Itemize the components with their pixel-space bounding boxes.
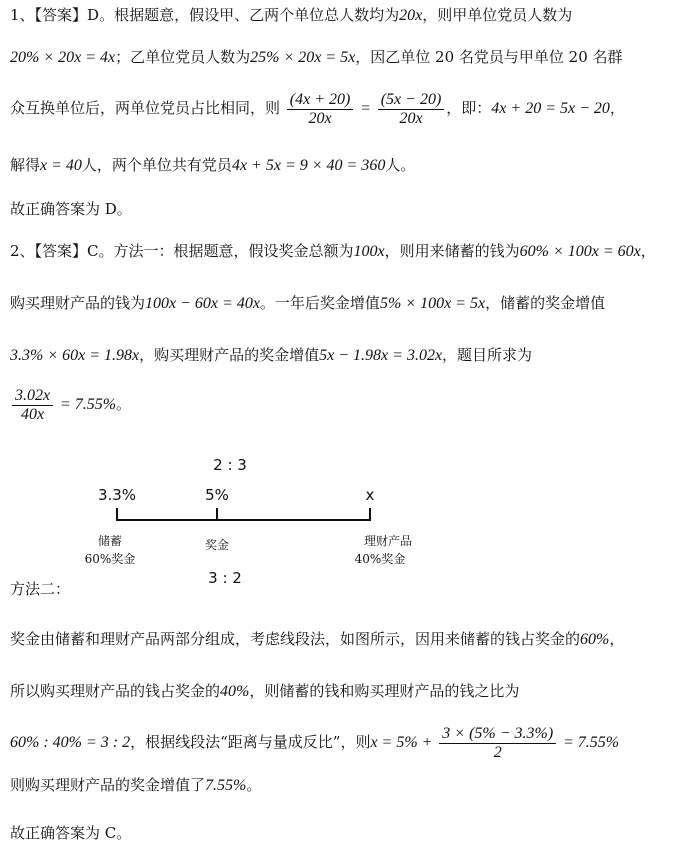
- formula: x = 5% +: [370, 734, 433, 751]
- formula: 5x − 1.98x = 3.02x: [319, 347, 443, 364]
- fraction-numerator: 3.02x: [12, 387, 53, 406]
- q2-line-8: [10, 774, 261, 797]
- q1-text: 1、【答案】D。根据题意，假设甲、乙两个单位总人数均为: [10, 6, 400, 24]
- fraction-denominator: 20x: [399, 109, 423, 127]
- q1-answer: 故正确答案为 D。: [10, 200, 132, 218]
- method-two-heading: 方法二：: [10, 580, 71, 598]
- q2-text: ，题目所求为: [442, 346, 533, 364]
- formula: 20x: [399, 7, 423, 24]
- q2-text: 奖金由储蓄和理财产品两部分组成，考虑线段法，如图所示，因用来储蓄的钱占奖金的: [10, 630, 581, 648]
- fraction-denominator: 40x: [21, 405, 45, 423]
- q2-answer: 故正确答案为 C。: [10, 824, 132, 842]
- q2-line-7: [10, 722, 619, 763]
- formula: 60% × 100x = 60x: [519, 243, 641, 260]
- top-ratio: 2 : 3: [213, 456, 247, 474]
- q1-text: ，: [609, 99, 625, 117]
- equals-sign: =: [360, 100, 371, 117]
- formula: 100x: [353, 243, 385, 260]
- q2-line-5: [10, 628, 624, 651]
- q1-text: 众互换单位后，两单位党员占比相同，则: [10, 99, 281, 117]
- right-label-share: 40%奖金: [354, 552, 406, 566]
- right-label-product: 理财产品: [363, 534, 413, 548]
- fraction-numerator: (4x + 20): [287, 91, 354, 110]
- formula: 3.3% × 60x = 1.98x: [10, 347, 140, 364]
- fraction-numerator: (5x − 20): [378, 91, 445, 110]
- formula: 7.55%: [205, 777, 247, 794]
- q2-text: 2、【答案】C。方法一：根据题意，假设奖金总额为: [10, 242, 354, 260]
- q2-text: ，购买理财产品的奖金增值: [139, 346, 320, 364]
- q2-text: ，储蓄的奖金增值: [485, 294, 606, 312]
- q2-text: 则购买理财产品的奖金增值了: [10, 776, 206, 794]
- q1-text: ，因乙单位 20 名党员与甲单位 20 名群: [355, 48, 623, 66]
- formula: 40%: [220, 683, 250, 700]
- formula: 20% × 20x = 4x: [10, 49, 116, 66]
- fraction-denominator: 20x: [308, 109, 332, 127]
- q2-line-6: [10, 680, 519, 703]
- q1-text: ；乙单位党员人数为: [115, 48, 251, 66]
- q1-text: ，即：: [446, 99, 492, 117]
- formula: = 7.55%: [562, 734, 620, 751]
- formula: 4x + 20 = 5x − 20: [491, 100, 610, 117]
- formula: 4x + 5x = 9 × 40 = 360: [231, 157, 386, 174]
- right-value: x: [365, 486, 375, 504]
- q2-text: 。一年后奖金增值: [259, 294, 380, 312]
- formula: 60% : 40% = 3 : 2: [10, 734, 131, 751]
- q2-text: 购买理财产品的钱为: [10, 294, 146, 312]
- formula: 60%: [580, 631, 610, 648]
- mid-label-bonus: 奖金: [204, 538, 230, 552]
- q2-text: 。: [246, 776, 262, 794]
- formula: = 7.55%: [59, 396, 117, 413]
- q2-text: ，: [640, 242, 656, 260]
- q2-text: ，: [609, 630, 625, 648]
- formula: 100x − 60x = 40x: [145, 295, 260, 312]
- q1-text: 人。: [385, 156, 416, 174]
- q2-text: ，则用来储蓄的钱为: [384, 242, 520, 260]
- q2-text: 。: [116, 395, 132, 413]
- fraction-numerator: 3 × (5% − 3.3%): [439, 725, 556, 744]
- q2-text: ，根据线段法“距离与量成反比”，则: [130, 733, 371, 751]
- formula: 5% × 100x = 5x: [379, 295, 486, 312]
- fraction-denominator: 2: [493, 743, 502, 761]
- q2-text: 所以购买理财产品的钱占奖金的: [10, 682, 221, 700]
- fraction: [439, 725, 556, 762]
- mid-value: 5%: [205, 486, 229, 504]
- formula: 25% × 20x = 5x: [250, 49, 356, 66]
- left-label-savings: 储蓄: [97, 534, 123, 548]
- left-value: 3.3%: [97, 486, 137, 504]
- q2-text: ，则储蓄的钱和购买理财产品的钱之比为: [249, 682, 520, 700]
- q1-text: 解得: [10, 156, 41, 174]
- formula: x = 40: [40, 157, 82, 174]
- q1-text: ，则甲单位党员人数为: [422, 6, 573, 24]
- left-label-share: 60%奖金: [84, 552, 136, 566]
- bottom-ratio: 3 : 2: [208, 569, 242, 587]
- q1-text: 人，两个单位共有党员: [81, 156, 232, 174]
